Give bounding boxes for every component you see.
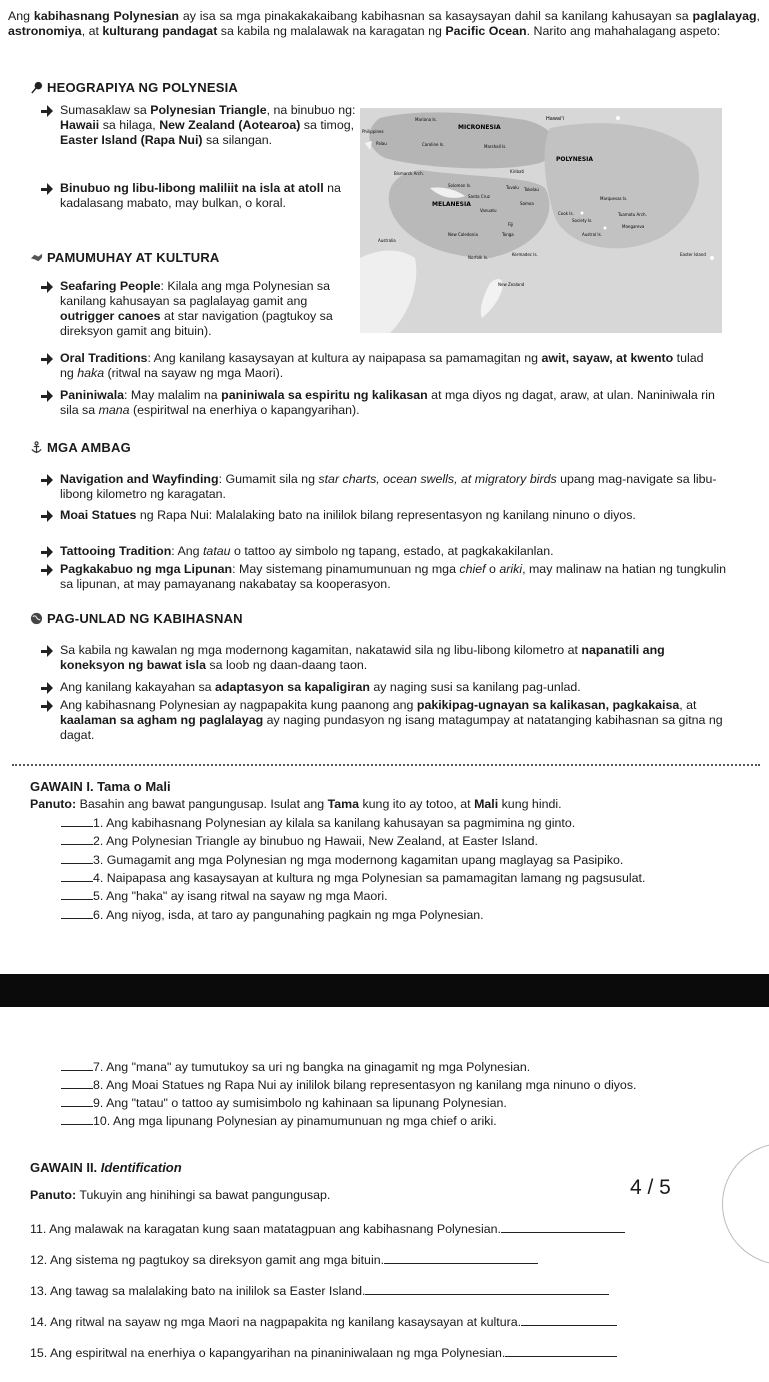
gawain1-item-7: 7. Ang "mana" ay tumutukoy sa uri ng bangka na ginagamit ng mga Polynesian. <box>61 1059 530 1075</box>
map-label-vanuatu: Vanuatu <box>480 208 497 213</box>
arrow-bullet-icon <box>41 389 54 402</box>
answer-line[interactable] <box>501 1221 625 1233</box>
map-label-polynesia: POLYNESIA <box>556 156 594 163</box>
gawain2-item-12: 12. Ang sistema ng pagtukoy sa direksyon gamit ang mga bituin. <box>30 1252 538 1268</box>
bullet-unlad-3: Ang kabihasnang Polynesian ay nagpapakita kung paanong ang pakikipag-ugnayan sa kalikasan, pagkakaisa, at kaalaman sa agham ng paglalayag ay naging pundasyon ng isang matagumpay at natatanging kabihasnan sa gitna ng dagat. <box>60 698 730 743</box>
map-label-marshall: Marshall Is. <box>484 144 507 149</box>
answer-blank[interactable] <box>61 852 93 864</box>
arrow-bullet-icon <box>41 681 54 694</box>
intro-paragraph: Ang kabihasnang Polynesian ay isa sa mga pinakakakaibang kabihasnan sa kasaysayan dahil sa kanilang kahusayan sa paglalayag, astronomiya, at kulturang pandagat sa kabila ng malalawak na karagatan ng Pacific Ocean. Narito ang mahahalagang aspeto: <box>8 9 760 38</box>
arrow-bullet-icon <box>41 644 54 657</box>
answer-blank[interactable] <box>61 888 93 900</box>
answer-line[interactable] <box>521 1314 617 1326</box>
bullet-geo-1: Sumasaklaw sa Polynesian Triangle, na binubuo ng: Hawaii sa hilaga, New Zealand (Aotearoa) sa timog, Easter Island (Rapa Nui) sa silangan. <box>60 103 360 148</box>
map-label-new-caledonia: New Caledonia <box>448 232 478 237</box>
gawain1-instructions: Panuto: Basahin ang bawat pangungusap. Isulat ang Tama kung ito ay totoo, at Mali kung hindi. <box>30 797 562 811</box>
answer-line[interactable] <box>384 1252 538 1264</box>
answer-blank[interactable] <box>61 1077 93 1089</box>
answer-blank[interactable] <box>61 1113 93 1125</box>
globe-icon <box>30 612 43 625</box>
bullet-unlad-1: Sa kabila ng kawalan ng mga modernong kagamitan, nakatawid sila ng libu-libong kilometro at napanatili ang koneksyon ng bawat isla sa loob ng daan-daang taon. <box>60 643 730 673</box>
section-divider <box>12 764 760 766</box>
map-label-tonga: Tonga <box>502 232 514 237</box>
map-label-tuvalu: Tuvalu <box>506 185 519 190</box>
bullet-ambag-3: Tattooing Tradition: Ang tatau o tattoo ay simbolo ng tapang, estado, at pagkakakilanlan. <box>60 544 730 559</box>
gawain1-item-10: 10. Ang mga lipunang Polynesian ay pinamumunuan ng mga chief o ariki. <box>61 1113 497 1129</box>
gawain2-item-13: 13. Ang tawag sa malalaking bato na inililok sa Easter Island. <box>30 1283 609 1299</box>
gawain1-item-2: 2. Ang Polynesian Triangle ay binubuo ng Hawaii, New Zealand, at Easter Island. <box>61 833 538 849</box>
gawain2-item-11: 11. Ang malawak na karagatan kung saan matatagpuan ang kabihasnang Polynesian. <box>30 1221 625 1237</box>
map-label-new-zealand: New Zealand <box>498 282 525 287</box>
arrow-bullet-icon <box>41 352 54 365</box>
arrow-bullet-icon <box>41 545 54 558</box>
answer-blank[interactable] <box>61 1059 93 1071</box>
map-label-mariana: Mariana Is. <box>415 117 437 122</box>
gawain2-title: GAWAIN II. Identification <box>30 1160 182 1175</box>
answer-blank[interactable] <box>61 833 93 845</box>
scroll-indicator-arc <box>722 1143 769 1265</box>
gawain1-item-9: 9. Ang "tatau" o tattoo ay sumisimbolo ng kahinaan sa lipunang Polynesian. <box>61 1095 507 1111</box>
bullet-culture-3: Paniniwala: May malalim na paniniwala sa espiritu ng kalikasan at mga diyos ng dagat, araw, at ulan. Naniniwala rin sila sa mana (espiritwal na enerhiya o kapangyarihan). <box>60 388 730 418</box>
bullet-culture-1: Seafaring People: Kilala ang mga Polynesian sa kanilang kahusayan sa paglalayag gamit ang outrigger canoes at star navigation (pagtukoy sa direksyon gamit ang bituin). <box>60 279 360 339</box>
handshake-icon <box>30 251 43 264</box>
arrow-bullet-icon <box>41 563 54 576</box>
map-label-tokelau: Tokelau <box>524 187 539 192</box>
map-label-marquesas: Marquesas Is. <box>600 196 628 201</box>
gawain2-item-15: 15. Ang espiritwal na enerhiya o kapangyarihan na pinaniniwalaan ng mga Polynesian. <box>30 1345 617 1361</box>
black-page-break-bar <box>0 974 769 1007</box>
bullet-culture-2: Oral Traditions: Ang kanilang kasaysayan at kultura ay naipapasa sa pamamagitan ng awit, sayaw, at kwento tulad ng haka (ritwal na sayaw ng mga Maori). <box>60 351 720 381</box>
map-label-tuamotu: Tuamotu Arch. <box>618 212 647 217</box>
gawain1-item-1: 1. Ang kabihasnang Polynesian ay kilala sa kanilang kahusayan sa pagmimina ng ginto. <box>61 815 575 831</box>
map-label-melanesia: MELANESIA <box>432 201 471 208</box>
bullet-ambag-1: Navigation and Wayfinding: Gumamit sila ng star charts, ocean swells, at migratory birds upang mag-navigate sa libu-libong kilometro ng karagatan. <box>60 472 730 502</box>
gawain1-item-5: 5. Ang "haka" ay isang ritwal na sayaw ng mga Maori. <box>61 888 388 904</box>
gawain2-item-14: 14. Ang ritwal na sayaw ng mga Maori na nagpapakita ng kanilang kasaysayan at kultura. <box>30 1314 617 1330</box>
section-title-kultura: PAMUMUHAY AT KULTURA <box>30 250 220 265</box>
polynesia-map-graphic <box>360 108 722 333</box>
gawain1-item-3: 3. Gumagamit ang mga Polynesian ng mga modernong kagamitan upang maglayag sa Pasipiko. <box>61 852 623 868</box>
map-label-kiribati: Kiribati <box>510 169 525 174</box>
answer-blank[interactable] <box>61 815 93 827</box>
map-label-society: Society Is. <box>572 218 593 223</box>
map-label-australia: Australia <box>378 238 396 243</box>
map-label-hawaii: Hawai'i <box>546 116 565 122</box>
page-indicator: 4 / 5 <box>630 1176 671 1199</box>
map-label-solomon: Solomon Is. <box>448 183 472 188</box>
bullet-geo-2: Binubuo ng libu-libong maliliit na isla at atoll na kadalasang mabato, may bulkan, o koral. <box>60 181 358 211</box>
answer-blank[interactable] <box>61 870 93 882</box>
map-label-mangareva: Mangareva <box>622 224 645 229</box>
answer-line[interactable] <box>365 1283 609 1295</box>
section-title-heograpiya: HEOGRAPIYA NG POLYNESIA <box>30 80 238 95</box>
arrow-bullet-icon <box>41 473 54 486</box>
arrow-bullet-icon <box>41 280 54 293</box>
arrow-bullet-icon <box>41 104 54 117</box>
pin-icon <box>30 81 43 94</box>
section-title-pag-unlad: PAG-UNLAD NG KABIHASNAN <box>30 611 243 626</box>
map-label-santa-cruz: Santa Cruz <box>468 194 490 199</box>
anchor-icon <box>30 441 43 454</box>
gawain1-item-4: 4. Naipapasa ang kasaysayan at kultura ng mga Polynesian sa pamamagitan lamang ng pagsusulat. <box>61 870 645 886</box>
polynesia-map <box>360 108 722 333</box>
arrow-bullet-icon <box>41 699 54 712</box>
map-label-cook: Cook Is. <box>558 211 574 216</box>
arrow-bullet-icon <box>41 182 54 195</box>
map-label-norfolk: Norfolk Is. <box>468 255 489 260</box>
bullet-ambag-2: Moai Statues ng Rapa Nui: Malalaking bato na inililok bilang representasyon ng kanilang ninuno o diyos. <box>60 508 730 523</box>
gawain1-title: GAWAIN I. Tama o Mali <box>30 779 171 794</box>
map-label-austral: Austral Is. <box>582 232 602 237</box>
map-label-easter-island: Easter Island <box>680 252 706 257</box>
gawain1-item-6: 6. Ang niyog, isda, at taro ay pangunahing pagkain ng mga Polynesian. <box>61 907 484 923</box>
map-label-samoa: Samoa <box>520 201 534 206</box>
map-label-philippines: Philippines <box>362 129 384 134</box>
map-label-caroline: Caroline Is. <box>422 142 445 147</box>
answer-blank[interactable] <box>61 907 93 919</box>
bullet-unlad-2: Ang kanilang kakayahan sa adaptasyon sa kapaligiran ay naging susi sa kanilang pag-unlad. <box>60 680 730 695</box>
map-label-palau: Palau <box>376 141 387 146</box>
answer-blank[interactable] <box>61 1095 93 1107</box>
map-label-bismarck: Bismarck Arch. <box>394 171 424 176</box>
section-title-ambag: MGA AMBAG <box>30 440 131 455</box>
map-label-fiji: Fiji <box>508 222 514 227</box>
map-label-micronesia: MICRONESIA <box>458 124 501 131</box>
bullet-ambag-4: Pagkakabuo ng mga Lipunan: May sistemang pinamumunuan ng mga chief o ariki, may malinaw na hatian ng tungkulin sa lipunan, at may pamayanang nakabatay sa kooperasyon. <box>60 562 730 592</box>
map-label-kermadec: Kermadec Is. <box>512 252 538 257</box>
gawain1-item-8: 8. Ang Moai Statues ng Rapa Nui ay inililok bilang representasyon ng kanilang mga ninuno o diyos. <box>61 1077 636 1093</box>
arrow-bullet-icon <box>41 509 54 522</box>
gawain2-instructions: Panuto: Tukuyin ang hinihingi sa bawat pangungusap. <box>30 1188 331 1202</box>
answer-line[interactable] <box>505 1345 617 1357</box>
